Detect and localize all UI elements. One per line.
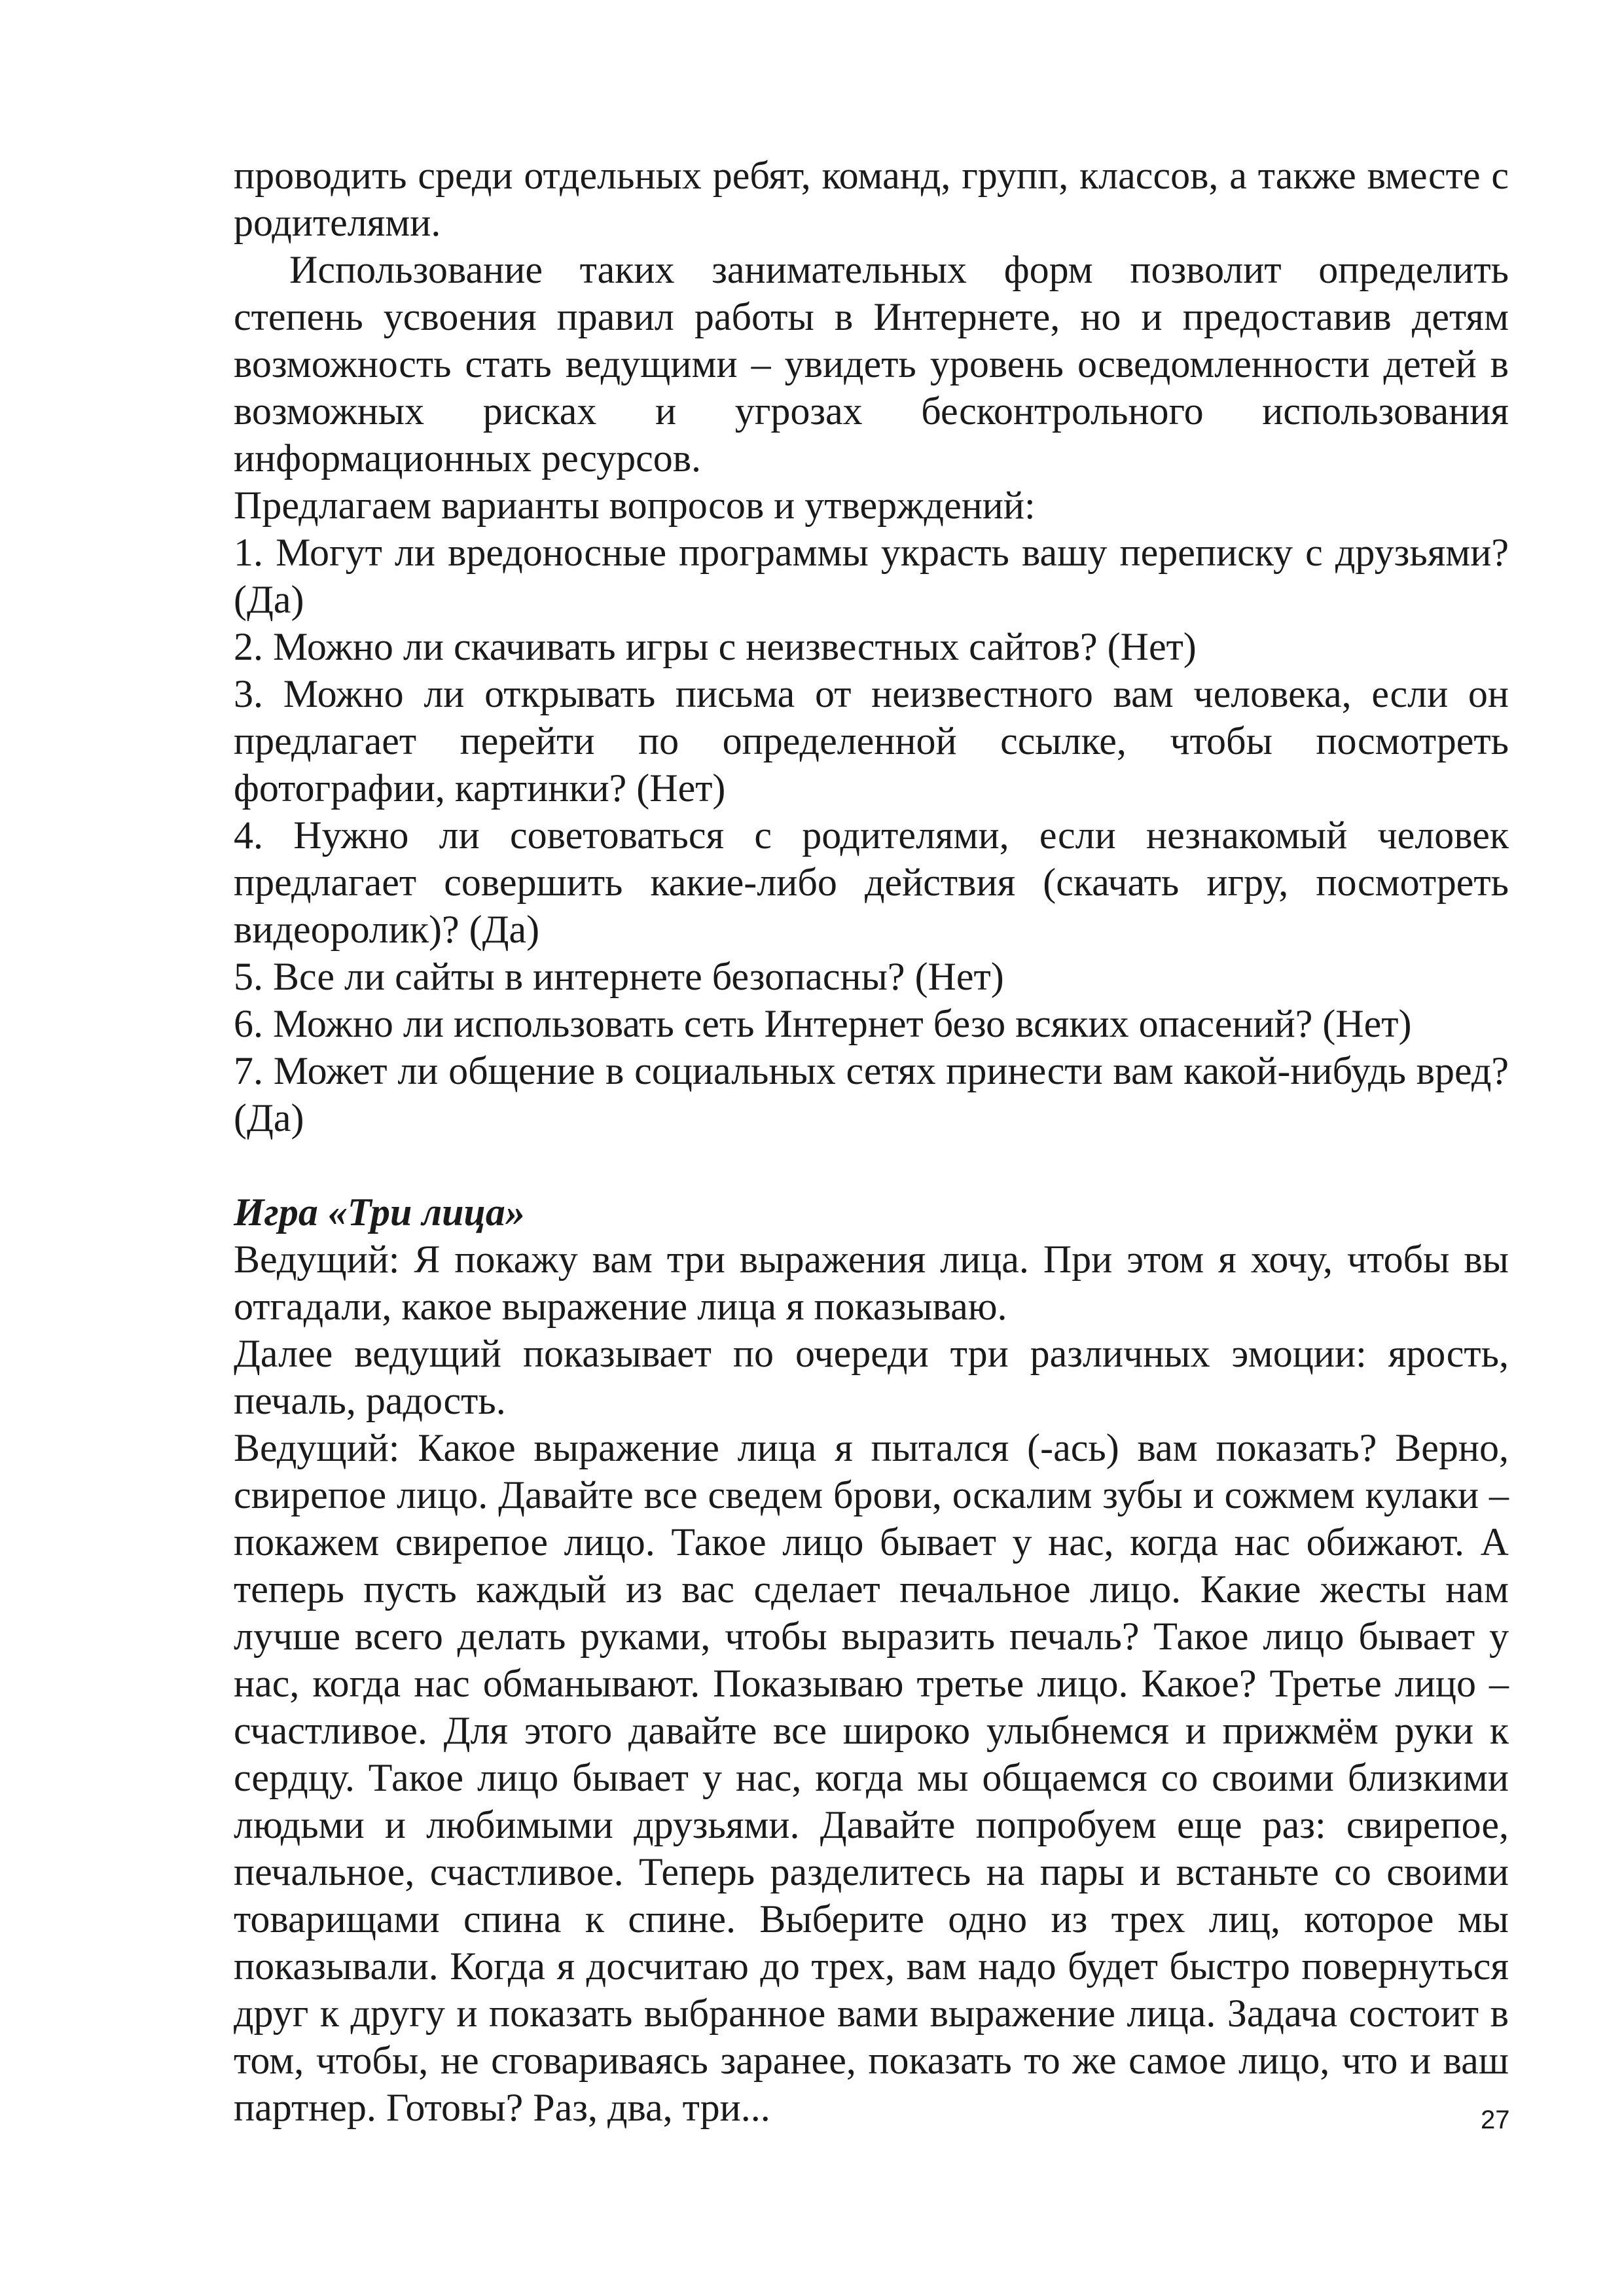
page-body (234, 152, 1509, 2131)
game-title: Игра «Три лица» (234, 1191, 525, 1234)
game-paragraph: Ведущий: Я покажу вам три выражения лица. При этом я хочу, чтобы вы отгадали, какое выражение лица я показываю. (234, 1238, 1509, 1328)
questions-list (234, 529, 1509, 1141)
intro-usage-paragraph: Использование таких занимательных форм позволит определить степень усвоения правил работы в Интернете, но и предоставив детям возможность стать ведущими – увидеть уровень осведомленности детей в возможных рисках и угрозах бесконтрольного использования информационных ресурсов. (234, 248, 1509, 480)
question-item: 3. Можно ли открывать письма от неизвестного вам человека, если он предлагает перейти по определенной ссылке, чтобы посмотреть фотографии, картинки? (Нет) (234, 672, 1509, 810)
section-spacer (234, 1141, 1509, 1189)
question-item: 2. Можно ли скачивать игры с неизвестных сайтов? (Нет) (234, 625, 1197, 668)
question-item: 5. Все ли сайты в интернете безопасны? (Нет) (234, 955, 1004, 998)
game-paragraph: Ведущий: Какое выражение лица я пытался (-ась) вам показать? Верно, свирепое лицо. Давайте все сведем брови, оскалим зубы и сожмем кулаки – покажем свирепое лицо. Такое лицо бывает у нас, когда нас обижают. А теперь пусть каждый из вас сделает печальное лицо. Какие жесты нам лучше всего делать руками, чтобы выразить печаль? Такое лицо бывает у нас, когда нас обманывают. Показываю третье лицо. Какое? Третье лицо – счастливое. Для этого давайте все широко улыбнемся и прижмём руки к сердцу. Такое лицо бывает у нас, когда мы общаемся со своими близкими людьми и любимыми друзьями. Давайте попробуем еще раз: свирепое, печальное, счастливое. Теперь разделитесь на пары и встаньте со своими товарищами спина к спине. Выберите одно из трех лиц, которое мы показывали. Когда я досчитаю до трех, вам надо будет быстро повернуться друг к другу и показать выбранное вами выражение лица. Задача состоит в том, чтобы, не сговариваясь заранее, показать то же самое лицо, что и ваш партнер. Готовы? Раз, два, три... (234, 1426, 1509, 2129)
questions-intro: Предлагаем варианты вопросов и утверждений: (234, 484, 1036, 527)
question-item: 4. Нужно ли советоваться с родителями, если незнакомый человек предлагает совершить какие-либо действия (скачать игру, посмотреть видеоролик)? (Да) (234, 814, 1509, 951)
intro-continuation: проводить среди отдельных ребят, команд, групп, классов, а также вместе с родителями. (234, 154, 1509, 244)
question-item: 7. Может ли общение в социальных сетях принести вам какой-нибудь вред? (Да) (234, 1049, 1509, 1139)
game-paragraph: Далее ведущий показывает по очереди три различных эмоции: ярость, печаль, радость. (234, 1332, 1509, 1422)
page-number: 27 (1481, 2106, 1510, 2134)
question-item: 6. Можно ли использовать сеть Интернет безо всяких опасений? (Нет) (234, 1002, 1412, 1045)
question-item: 1. Могут ли вредоносные программы украсть вашу переписку с друзьями? (Да) (234, 531, 1509, 621)
